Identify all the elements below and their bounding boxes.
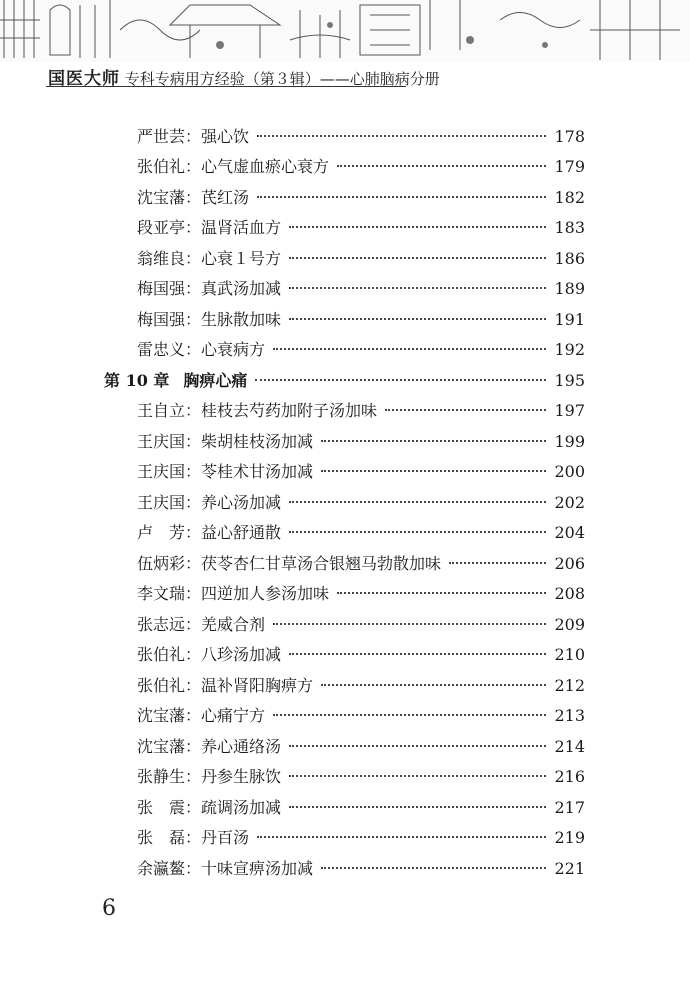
entry-title: 四逆加人参汤加味 bbox=[201, 584, 330, 603]
entry-page: 217 bbox=[554, 798, 585, 817]
entry-page: 221 bbox=[554, 859, 585, 878]
entry-page: 178 bbox=[554, 127, 585, 146]
entry-author: 李文瑞 bbox=[137, 584, 186, 603]
entry-title: 柴胡桂枝汤加减 bbox=[201, 432, 314, 451]
entry-page: 219 bbox=[554, 828, 585, 847]
entry-author: 翁维良 bbox=[137, 249, 186, 268]
toc-entry[interactable]: 张伯礼 ： 心气虚血瘀心衰方 179 bbox=[137, 154, 585, 180]
entry-page: 212 bbox=[554, 676, 585, 695]
entry-title: 十味宣痹汤加减 bbox=[201, 859, 314, 878]
entry-title: 苓桂术甘汤加减 bbox=[201, 462, 314, 481]
entry-page: 214 bbox=[554, 737, 585, 756]
entry-page: 182 bbox=[554, 188, 585, 207]
toc-entry[interactable]: 沈宝藩 ： 心痛宁方 213 bbox=[137, 703, 585, 729]
entry-author: 伍炳彩 bbox=[137, 554, 186, 573]
entry-title: 心衰病方 bbox=[201, 340, 266, 359]
entry-author: 王庆国 bbox=[137, 493, 186, 512]
entry-title: 养心通络汤 bbox=[201, 737, 282, 756]
entry-page: 191 bbox=[554, 310, 585, 329]
toc-entry[interactable]: 梅国强 ： 生脉散加味 191 bbox=[137, 307, 585, 333]
dot-leader bbox=[321, 440, 546, 442]
entry-page: 200 bbox=[554, 462, 585, 481]
entry-title: 桂枝去芍药加附子汤加味 bbox=[201, 401, 378, 420]
toc-entry[interactable]: 伍炳彩 ： 茯苓杏仁甘草汤合银翘马勃散加味 206 bbox=[137, 551, 585, 577]
dot-leader bbox=[289, 287, 546, 289]
entry-title: 丹参生脉饮 bbox=[201, 767, 282, 786]
header-book-title: 专科专病用方经验（第３辑）——心肺脑病分册 bbox=[124, 70, 440, 88]
dot-leader bbox=[321, 684, 546, 686]
toc-entry[interactable]: 王庆国 ： 柴胡桂枝汤加减 199 bbox=[137, 429, 585, 455]
entry-title: 芪红汤 bbox=[201, 188, 250, 207]
entry-page: 213 bbox=[554, 706, 585, 725]
entry-title: 温肾活血方 bbox=[201, 218, 282, 237]
entry-author: 张静生 bbox=[137, 767, 186, 786]
dot-leader bbox=[289, 257, 546, 259]
entry-title: 羌威合剂 bbox=[201, 615, 266, 634]
dot-leader bbox=[257, 836, 546, 838]
toc-entry[interactable]: 张伯礼 ： 八珍汤加减 210 bbox=[137, 642, 585, 668]
header-illustration bbox=[0, 0, 690, 62]
entry-page: 216 bbox=[554, 767, 585, 786]
entry-page: 189 bbox=[554, 279, 585, 298]
dot-leader bbox=[385, 409, 546, 411]
entry-author: 梅国强 bbox=[137, 310, 186, 329]
chapter-label: 第 10 章 bbox=[104, 371, 170, 390]
entry-page: 183 bbox=[554, 218, 585, 237]
toc-entry[interactable]: 张 震 ： 疏调汤加减 217 bbox=[137, 795, 585, 821]
dot-leader bbox=[321, 470, 546, 472]
entry-author: 段亚亭 bbox=[137, 218, 186, 237]
entry-title: 养心汤加减 bbox=[201, 493, 282, 512]
dot-leader bbox=[289, 501, 546, 503]
dot-leader bbox=[289, 806, 546, 808]
entry-author: 张伯礼 bbox=[137, 157, 186, 176]
entry-author: 张伯礼 bbox=[137, 645, 186, 664]
dot-leader bbox=[449, 562, 546, 564]
dot-leader bbox=[321, 867, 546, 869]
toc-entry[interactable]: 张伯礼 ： 温补肾阳胸痹方 212 bbox=[137, 673, 585, 699]
entry-page: 192 bbox=[554, 340, 585, 359]
entry-author: 沈宝藩 bbox=[137, 737, 186, 756]
entry-title: 生脉散加味 bbox=[201, 310, 282, 329]
entry-author: 张 磊 bbox=[137, 828, 186, 847]
dot-leader bbox=[289, 226, 546, 228]
entry-title: 真武汤加减 bbox=[201, 279, 282, 298]
entry-author: 王庆国 bbox=[137, 432, 186, 451]
entry-title: 八珍汤加减 bbox=[201, 645, 282, 664]
entry-page: 208 bbox=[554, 584, 585, 603]
entry-title: 强心饮 bbox=[201, 127, 250, 146]
toc-entry[interactable]: 张静生 ： 丹参生脉饮 216 bbox=[137, 764, 585, 790]
entry-page: 206 bbox=[554, 554, 585, 573]
entry-title: 心衰１号方 bbox=[201, 249, 282, 268]
toc-entry[interactable]: 沈宝藩 ： 芪红汤 182 bbox=[137, 185, 585, 211]
dot-leader bbox=[257, 196, 546, 198]
dot-leader bbox=[273, 714, 546, 716]
toc-entry[interactable]: 张志远 ： 羌威合剂 209 bbox=[137, 612, 585, 638]
dot-leader bbox=[289, 653, 546, 655]
dot-leader bbox=[337, 592, 546, 594]
entry-author: 王自立 bbox=[137, 401, 186, 420]
entry-author: 张伯礼 bbox=[137, 676, 186, 695]
dot-leader bbox=[273, 348, 546, 350]
entry-author: 王庆国 bbox=[137, 462, 186, 481]
header-rule bbox=[46, 86, 406, 87]
dot-leader bbox=[289, 775, 546, 777]
toc-chapter-heading[interactable] bbox=[104, 368, 585, 394]
toc-entry[interactable]: 卢 芳 ： 益心舒通散 204 bbox=[137, 520, 585, 546]
entry-author: 沈宝藩 bbox=[137, 188, 186, 207]
toc-entry[interactable]: 雷忠义 ： 心衰病方 192 bbox=[137, 337, 585, 363]
entry-page: 179 bbox=[554, 157, 585, 176]
header-brand: 国医大师 bbox=[48, 69, 120, 89]
entry-title: 丹百汤 bbox=[201, 828, 250, 847]
dot-leader bbox=[289, 318, 546, 320]
toc-entry[interactable]: 梅国强 ： 真武汤加减 189 bbox=[137, 276, 585, 302]
page-number: 6 bbox=[102, 896, 116, 921]
entry-page: 204 bbox=[554, 523, 585, 542]
entry-author: 严世芸 bbox=[137, 127, 186, 146]
dot-leader bbox=[255, 379, 546, 381]
entry-title: 疏调汤加减 bbox=[201, 798, 282, 817]
toc-entry[interactable]: 李文瑞 ： 四逆加人参汤加味 208 bbox=[137, 581, 585, 607]
entry-title: 茯苓杏仁甘草汤合银翘马勃散加味 bbox=[201, 554, 442, 573]
toc-entry[interactable]: 余瀛鳌 ： 十味宣痹汤加减 221 bbox=[137, 856, 585, 882]
entry-page: 209 bbox=[554, 615, 585, 634]
entry-title: 温补肾阳胸痹方 bbox=[201, 676, 314, 695]
toc-entry[interactable]: 翁维良 ： 心衰１号方 186 bbox=[137, 246, 585, 272]
entry-author: 沈宝藩 bbox=[137, 706, 186, 725]
entry-title: 心痛宁方 bbox=[201, 706, 266, 725]
dot-leader bbox=[257, 135, 546, 137]
dot-leader bbox=[289, 745, 546, 747]
toc-entry[interactable]: 段亚亭 ： 温肾活血方 183 bbox=[137, 215, 585, 241]
toc-entry[interactable]: 王庆国 ： 苓桂术甘汤加减 200 bbox=[137, 459, 585, 485]
toc-entry[interactable]: 张 磊 ： 丹百汤 219 bbox=[137, 825, 585, 851]
entry-author: 张志远 bbox=[137, 615, 186, 634]
dot-leader bbox=[337, 165, 546, 167]
entry-title: 心气虚血瘀心衰方 bbox=[201, 157, 330, 176]
dot-leader bbox=[273, 623, 546, 625]
chapter-page: 195 bbox=[554, 371, 585, 390]
entry-author: 雷忠义 bbox=[137, 340, 186, 359]
entry-author: 张 震 bbox=[137, 798, 186, 817]
entry-page: 186 bbox=[554, 249, 585, 268]
entry-title: 益心舒通散 bbox=[201, 523, 282, 542]
entry-author: 梅国强 bbox=[137, 279, 186, 298]
toc-entry[interactable]: 王自立 ： 桂枝去芍药加附子汤加味 197 bbox=[137, 398, 585, 424]
chapter-title: 胸痹心痛 bbox=[183, 371, 248, 390]
entry-author: 余瀛鳌 bbox=[137, 859, 186, 878]
entry-page: 202 bbox=[554, 493, 585, 512]
toc-entry[interactable]: 沈宝藩 ： 养心通络汤 214 bbox=[137, 734, 585, 760]
entry-page: 210 bbox=[554, 645, 585, 664]
entry-page: 199 bbox=[554, 432, 585, 451]
toc-entry[interactable]: 严世芸 ： 强心饮 178 bbox=[137, 124, 585, 150]
dot-leader bbox=[289, 531, 546, 533]
toc-entry[interactable]: 王庆国 ： 养心汤加减 202 bbox=[137, 490, 585, 516]
entry-author: 卢 芳 bbox=[137, 523, 186, 542]
entry-page: 197 bbox=[554, 401, 585, 420]
